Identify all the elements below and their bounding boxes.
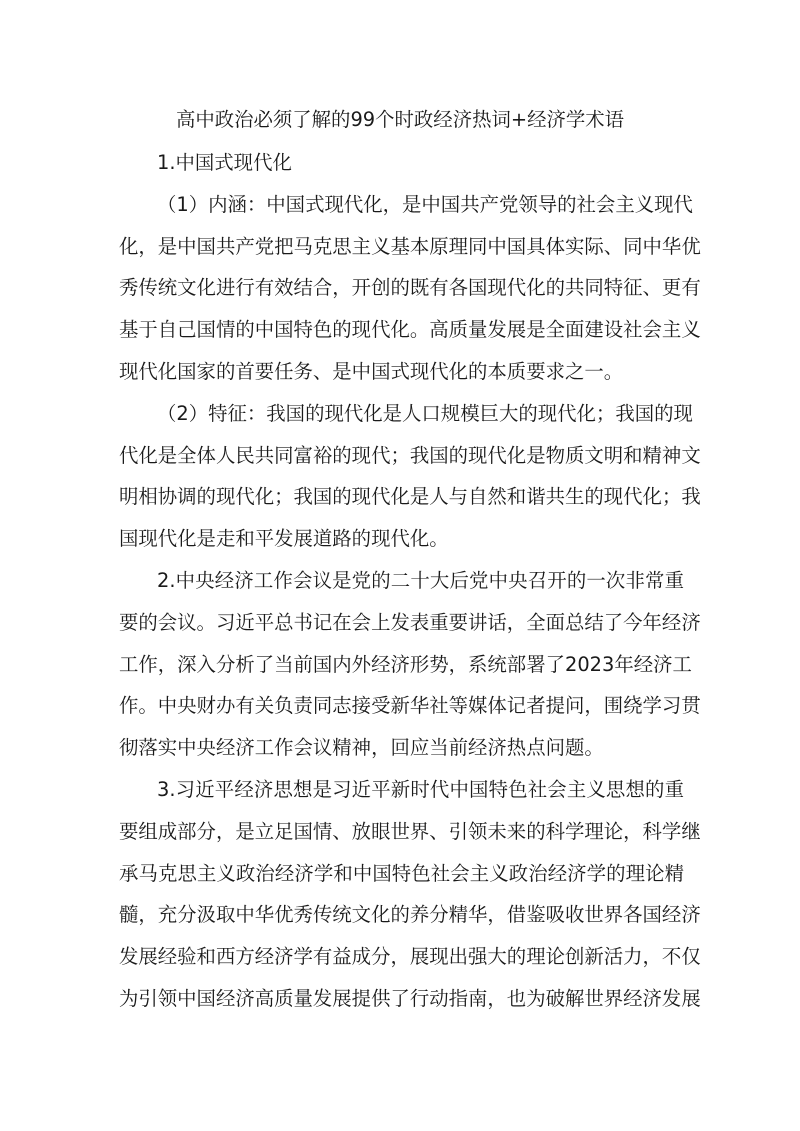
text-line: 2.中央经济工作会议是党的二十大后党中央召开的一次非常重 xyxy=(157,569,684,592)
text-line: 国现代化是走和平发展道路的现代化。 xyxy=(119,527,449,550)
text-line: 要的会议。习近平总书记在会上发表重要讲话，全面总结了今年经济 xyxy=(119,611,701,634)
text-line: 彻落实中央经济工作会议精神，回应当前经济热点问题。 xyxy=(119,736,604,759)
text-line: 发展经验和西方经济学有益成分，展现出强大的理论创新活力，不仅 xyxy=(119,945,701,968)
text-line: 3.习近平经济思想是习近平新时代中国特色社会主义思想的重 xyxy=(157,778,684,801)
text-line: 工作，深入分析了当前国内外经济形势，系统部署了2023年经济工 xyxy=(119,653,692,676)
text-line: 要组成部分，是立足国情、放眼世界、引领未来的科学理论，科学继 xyxy=(119,820,701,843)
text-line: 髓，充分汲取中华优秀传统文化的养分精华，借鉴吸收世界各国经济 xyxy=(119,903,701,926)
text-line: 秀传统文化进行有效结合，开创的既有各国现代化的共同特征、更有 xyxy=(119,276,701,299)
text-line: 承马克思主义政治经济学和中国特色社会主义政治经济学的理论精 xyxy=(119,862,684,885)
text-line: 为引领中国经济高质量发展提供了行动指南，也为破解世界经济发展 xyxy=(119,987,701,1010)
text-line: 代化是全体人民共同富裕的现代；我国的现代化是物质文明和精神文 xyxy=(119,444,701,467)
text-line: 明相协调的现代化；我国的现代化是人与自然和谐共生的现代化；我 xyxy=(119,485,701,508)
document-title: 高中政治必须了解的99个时政经济热词+经济学术语 xyxy=(175,108,625,131)
text-line: 化，是中国共产党把马克思主义基本原理同中国具体实际、同中华优 xyxy=(119,235,701,258)
section-heading: 1.中国式现代化 xyxy=(157,151,292,174)
text-line: 基于自己国情的中国特色的现代化。高质量发展是全面建设社会主义 xyxy=(119,318,701,341)
text-line: 作。中央财办有关负责同志接受新华社等媒体记者提问，围绕学习贯 xyxy=(119,694,701,717)
text-line: 现代化国家的首要任务、是中国式现代化的本质要求之一。 xyxy=(119,360,624,383)
text-line: （2）特征：我国的现代化是人口规模巨大的现代化；我国的现 xyxy=(157,402,693,425)
text-line: （1）内涵：中国式现代化，是中国共产党领导的社会主义现代 xyxy=(157,193,693,216)
